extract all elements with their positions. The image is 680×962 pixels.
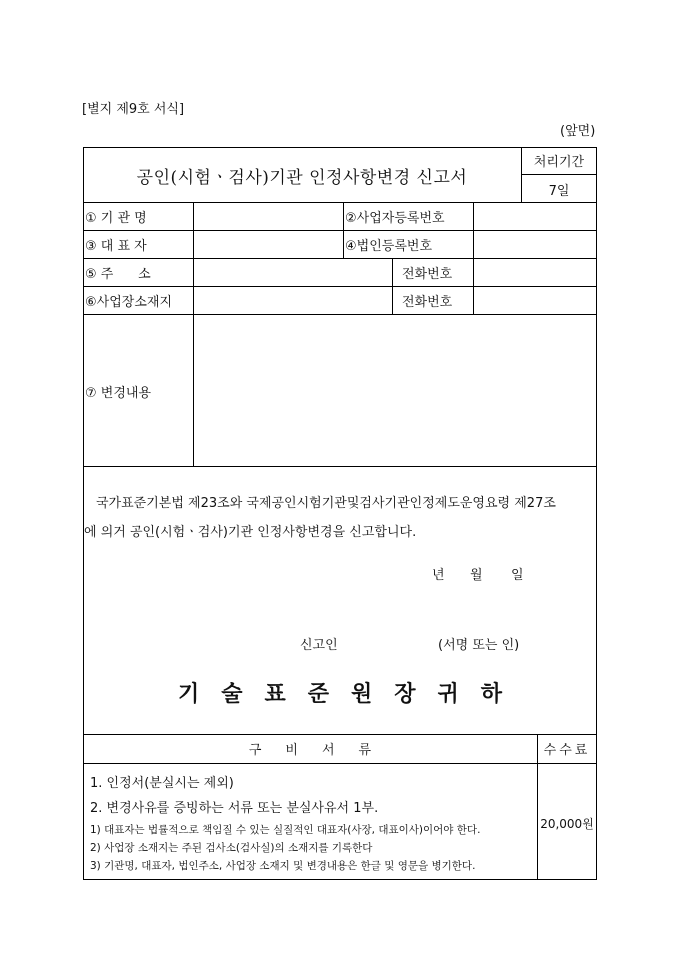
phone-field-2[interactable]: [475, 288, 595, 312]
date-year-label: 년: [432, 568, 445, 583]
workplace-location-label: ⑥사업장소재지: [85, 295, 173, 310]
corporate-reg-no-label: ④법인등록번호: [345, 239, 433, 254]
divider: [193, 202, 194, 466]
document-note: 1) 대표자는 법률적으로 책임질 수 있는 실질적인 대표자(사장, 대표이사)이어야 한다.: [90, 824, 481, 836]
divider: [83, 230, 597, 231]
address-field[interactable]: [195, 260, 390, 284]
phone-label-1: 전화번호: [402, 267, 453, 282]
date-day-label: 일: [511, 568, 524, 583]
page-side-label: (앞면): [560, 124, 596, 139]
document-item: 2. 변경사유를 증빙하는 서류 또는 분실사유서 1부.: [90, 801, 379, 816]
divider: [83, 202, 597, 203]
signature-hint: (서명 또는 인): [438, 638, 520, 653]
divider: [473, 202, 474, 314]
workplace-location-field[interactable]: [195, 288, 390, 312]
date-month-label: 월: [470, 568, 483, 583]
divider: [83, 763, 597, 764]
divider: [343, 202, 344, 258]
declaration-line-1: 국가표준기본법 제23조와 국제공인시험기관및검사기관인정제도운영요령 제27조: [96, 496, 556, 511]
fee-value: 20,000원: [540, 817, 594, 831]
declaration-text: [84, 489, 596, 547]
addressee: 기술표준원장귀하: [177, 681, 525, 707]
divider: [83, 466, 597, 467]
document-item: 1. 인정서(분실시는 제외): [90, 776, 234, 791]
processing-period-value: 7일: [548, 184, 570, 199]
representative-label: ③ 대 표 자: [85, 239, 147, 254]
phone-label-2: 전화번호: [402, 295, 453, 310]
changes-label: ⑦ 변경내용: [85, 386, 152, 401]
reporter-label: 신고인: [300, 638, 338, 653]
processing-period-label: 처리기간: [533, 155, 585, 170]
divider: [392, 258, 393, 314]
business-reg-no-label: ②사업자등록번호: [345, 211, 445, 226]
divider: [521, 174, 597, 175]
phone-field-1[interactable]: [475, 260, 595, 284]
divider: [83, 314, 597, 315]
divider: [83, 258, 597, 259]
fee-header: 수수료: [543, 743, 591, 758]
divider: [83, 734, 597, 735]
business-reg-no-field[interactable]: [475, 204, 595, 228]
institution-name-label: ① 기 관 명: [85, 211, 147, 226]
document-note: 2) 사업장 소재지는 주된 검사소(검사실)의 소재지를 기록한다: [90, 842, 373, 854]
declaration-line-2: 에 의거 공인(시험ㆍ검사)기관 인정사항변경을 신고합니다.: [84, 525, 417, 540]
required-documents-header: 구비서류: [248, 743, 396, 758]
address-label: ⑤ 주 소: [85, 267, 151, 282]
form-number: [별지 제9호 서식]: [82, 102, 185, 117]
changes-field[interactable]: [195, 316, 595, 464]
document-note: 3) 기관명, 대표자, 법인주소, 사업장 소재지 및 변경내용은 한글 및 영문을 병기한다.: [90, 860, 476, 872]
representative-field[interactable]: [195, 232, 341, 256]
form-title: 공인(시험ㆍ검사)기관 인정사항변경 신고서: [136, 168, 468, 188]
divider: [83, 286, 597, 287]
corporate-reg-no-field[interactable]: [475, 232, 595, 256]
institution-name-field[interactable]: [195, 204, 341, 228]
